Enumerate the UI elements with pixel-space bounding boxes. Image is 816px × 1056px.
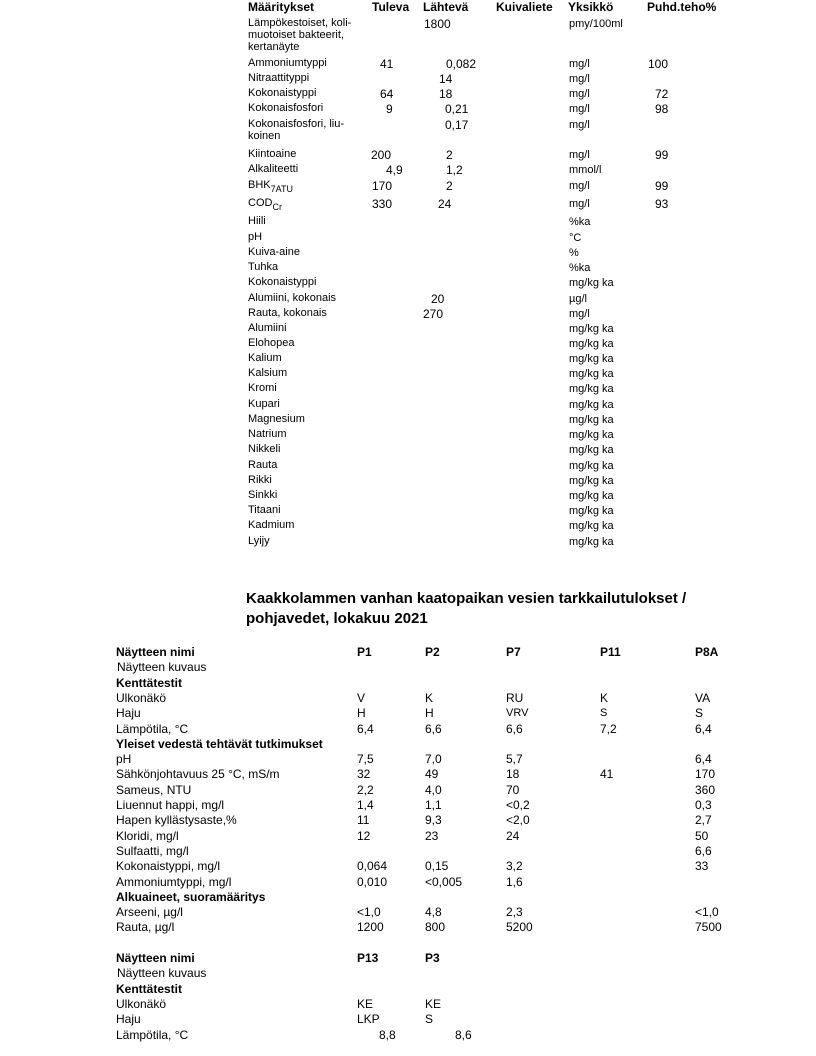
cell-value: 0,010 — [357, 874, 388, 889]
subscript: 7ATU — [270, 184, 293, 194]
cell-value: 6,4 — [357, 721, 374, 736]
row-label-line: koinen — [248, 130, 281, 142]
row-label-line: Kokonaisfosfori — [248, 102, 324, 114]
unit: mg/l — [569, 73, 590, 85]
outgoing-value: 0,17 — [445, 118, 469, 132]
row-label-line: kertanäyte — [248, 41, 300, 53]
row-label — [248, 87, 317, 99]
row-label: Sulfaatti, mg/l — [116, 843, 189, 858]
row-label: Ulkonäkö — [116, 690, 167, 705]
unit: mg/kg ka — [569, 353, 614, 365]
row-label-line: Hiili — [248, 215, 266, 227]
outgoing-value: 18 — [439, 87, 453, 101]
cell-value: P2 — [425, 645, 440, 659]
row-label: Arseeni, µg/l — [116, 905, 183, 920]
row-label — [248, 261, 278, 273]
cell-value: 8,6 — [455, 1027, 472, 1042]
row-label — [248, 215, 266, 227]
row-label — [248, 118, 344, 142]
row-label-line: Ammoniumtyppi — [248, 57, 327, 69]
incoming-value: 200 — [371, 148, 392, 162]
row-label — [248, 276, 317, 288]
row-label-line: Magnesium — [248, 413, 305, 425]
row-label — [248, 398, 280, 410]
cell-value: 7500 — [695, 920, 722, 935]
row-label — [248, 519, 294, 531]
outgoing-value: 1800 — [424, 17, 451, 31]
row-label: Ammoniumtyppi, mg/l — [116, 874, 232, 889]
row-label-line: Alkaliteetti — [248, 163, 299, 175]
row-label-line: Tuhka — [248, 261, 279, 273]
row-label — [248, 72, 309, 84]
cell-value: 8,8 — [379, 1027, 396, 1042]
cell-value: 2,7 — [695, 813, 712, 828]
unit: mg/l — [569, 180, 590, 192]
row-label — [248, 459, 277, 471]
row-label-line: BHK — [248, 179, 271, 191]
unit: pmy/100ml — [569, 18, 623, 30]
efficiency-value: 98 — [655, 102, 669, 116]
row-label-line: Rikki — [248, 474, 272, 486]
unit: mmol/l — [569, 164, 602, 176]
unit: mg/kg ka — [569, 383, 614, 395]
outgoing-value: 1,2 — [446, 163, 463, 177]
unit: mg/kg ka — [569, 460, 614, 472]
header-2: Lähtevä — [423, 0, 469, 14]
row-label: Näytteen nimi — [116, 951, 195, 965]
cell-value: 6,4 — [695, 752, 712, 767]
cell-value: S — [600, 707, 608, 720]
unit: mg/kg ka — [569, 338, 614, 350]
cell-value: P11 — [600, 645, 621, 659]
row-label: Kloridi, mg/l — [116, 828, 179, 843]
row-label — [248, 179, 293, 194]
cell-value: 5,7 — [506, 752, 523, 767]
cell-value: S — [695, 706, 704, 721]
row-label-line: Sinkki — [248, 489, 278, 501]
outgoing-value: 20 — [431, 292, 445, 306]
row-label-line: Alumiini, kokonais — [248, 292, 337, 304]
unit: mg/kg ka — [569, 277, 614, 289]
header-0: Määritykset — [248, 0, 315, 14]
row-label — [248, 292, 336, 304]
unit: mg/kg ka — [569, 444, 614, 456]
cell-value: <1,0 — [357, 905, 381, 920]
row-label — [248, 197, 282, 212]
row-label-line: Kromi — [248, 382, 277, 394]
cell-value: 7,2 — [600, 721, 617, 736]
cell-value: VRV — [506, 707, 529, 720]
incoming-value: 4,9 — [386, 163, 403, 177]
row-label: Liuennut happi, mg/l — [116, 798, 225, 812]
cell-value: VA — [695, 690, 711, 705]
cell-value: S — [425, 1012, 434, 1027]
row-label: Haju — [116, 1012, 141, 1027]
cell-value: LKP — [357, 1012, 380, 1027]
unit: mg/kg ka — [569, 368, 614, 380]
cell-value: 41 — [600, 767, 614, 782]
row-label: Sameus, NTU — [116, 782, 192, 797]
unit: mg/l — [569, 103, 590, 115]
unit: mg/kg ka — [569, 536, 614, 548]
row-label-line: Kokonaisfosfori, liu- — [248, 118, 344, 130]
row-label-line: Kiintoaine — [248, 148, 297, 160]
row-label — [248, 367, 287, 379]
section-title-line-2: pohjavedet, lokakuu 2021 — [246, 610, 428, 627]
unit: mg/kg ka — [569, 505, 614, 517]
row-label: Lämpötila, °C — [116, 1027, 189, 1042]
row-label-line: Rauta — [248, 459, 278, 471]
cell-value: 7,5 — [357, 752, 374, 767]
outgoing-value: 24 — [438, 197, 452, 211]
row-label — [248, 17, 351, 53]
section-title-line-1: Kaakkolammen vanhan kaatopaikan vesien tarkkailutulokset / — [246, 590, 687, 607]
row-label — [248, 231, 262, 243]
header-5: Puhd.teho% — [647, 0, 717, 14]
cell-value: 0,064 — [357, 859, 388, 874]
unit: mg/l — [569, 58, 590, 70]
cell-value: 2,3 — [506, 905, 523, 920]
incoming-value: 41 — [380, 57, 394, 71]
row-label — [248, 382, 277, 394]
row-label-line: Kalium — [248, 352, 282, 364]
cell-value: P7 — [506, 645, 521, 659]
cell-value: P3 — [425, 951, 440, 965]
cell-value: H — [357, 706, 366, 721]
cell-value: P1 — [357, 645, 372, 659]
row-label: pH — [116, 752, 132, 767]
row-label — [248, 443, 280, 455]
row-label: Sähkönjohtavuus 25 °C, mS/m — [116, 767, 280, 782]
cell-value: P8A — [695, 645, 719, 659]
row-label-line: Nitraattityppi — [248, 72, 310, 84]
row-label — [248, 337, 295, 349]
cell-value: 70 — [506, 782, 520, 797]
row-label — [248, 489, 277, 501]
incoming-value: 330 — [372, 197, 393, 211]
cell-value: 1200 — [357, 920, 384, 935]
cell-value: 9,3 — [425, 813, 442, 828]
row-label-line: pH — [248, 231, 263, 243]
incoming-value: 64 — [380, 87, 394, 101]
efficiency-value: 100 — [648, 57, 669, 71]
efficiency-value: 99 — [655, 148, 669, 162]
row-label-line: Kokonaistyppi — [248, 87, 317, 99]
row-label-line: Kokonaistyppi — [248, 276, 317, 288]
cell-value: 18 — [506, 767, 520, 782]
outgoing-value: 2 — [446, 148, 453, 162]
cell-value: 6,6 — [695, 843, 712, 858]
row-label — [248, 148, 296, 160]
unit: mg/kg ka — [569, 399, 614, 411]
cell-value: 32 — [357, 767, 371, 782]
row-label: Näytteen kuvaus — [117, 966, 207, 981]
cell-value: KE — [425, 996, 442, 1011]
incoming-value: 170 — [372, 179, 393, 193]
cell-value: 49 — [425, 767, 439, 782]
cell-value: <1,0 — [695, 905, 719, 920]
row-label-line: Kalsium — [248, 367, 288, 379]
efficiency-value: 93 — [655, 197, 669, 211]
section-title — [246, 589, 766, 629]
unit: µg/l — [569, 293, 587, 305]
cell-value: V — [357, 690, 366, 705]
row-label: Alkuaineet, suoramääritys — [116, 889, 266, 904]
unit: mg/l — [569, 308, 590, 320]
row-label — [248, 504, 281, 516]
unit: % — [569, 247, 579, 259]
row-label: Yleiset vedestä tehtävät tutkimukset — [116, 736, 323, 751]
row-label: Näytteen nimi — [116, 645, 195, 659]
cell-value: K — [600, 690, 609, 705]
row-label: Näytteen kuvaus — [117, 660, 207, 675]
unit: mg/l — [569, 149, 590, 161]
cell-value: 3,2 — [506, 859, 523, 874]
row-label-line: Nikkeli — [248, 443, 281, 455]
row-label — [248, 535, 270, 547]
header-4: Yksikkö — [568, 0, 614, 14]
unit: mg/l — [569, 88, 590, 100]
cell-value: P13 — [357, 951, 379, 965]
unit: mg/kg ka — [569, 475, 614, 487]
cell-value: 6,4 — [695, 721, 712, 736]
cell-value: 800 — [425, 920, 446, 935]
row-label: Kenttätestit — [116, 981, 183, 996]
unit: mg/l — [569, 198, 590, 210]
outgoing-value: 2 — [446, 179, 453, 193]
unit: %ka — [569, 216, 591, 228]
row-label-line: Kuiva-aine — [248, 246, 300, 258]
row-label — [248, 322, 287, 334]
row-label: Hapen kyllästysaste,% — [116, 813, 237, 828]
cell-value: 0,15 — [425, 859, 449, 874]
cell-value: H — [425, 706, 434, 721]
row-label-line: Kadmium — [248, 519, 295, 531]
row-label — [248, 57, 327, 69]
efficiency-value: 72 — [655, 87, 669, 101]
outgoing-value: 14 — [439, 72, 453, 86]
cell-value: 50 — [695, 828, 709, 843]
row-label: Haju — [116, 706, 141, 721]
unit: mg/kg ka — [569, 429, 614, 441]
row-label: Lämpötila, °C — [116, 721, 189, 736]
row-label: Rauta, µg/l — [116, 920, 175, 935]
row-label — [248, 428, 287, 440]
efficiency-value: 99 — [655, 179, 669, 193]
cell-value: 360 — [695, 782, 716, 797]
unit: %ka — [569, 262, 591, 274]
row-label — [248, 474, 272, 486]
cell-value: KE — [357, 996, 374, 1011]
cell-value: 2,2 — [357, 782, 374, 797]
cell-value: 33 — [695, 859, 709, 874]
cell-value: 0,3 — [695, 798, 712, 812]
row-label — [248, 307, 327, 319]
cell-value: <0,005 — [425, 874, 463, 889]
row-label: Ulkonäkö — [116, 996, 167, 1011]
row-label-line: Kupari — [248, 398, 280, 410]
row-label-line: Elohopea — [248, 337, 295, 349]
unit: °C — [569, 232, 582, 244]
row-label — [248, 413, 305, 425]
row-label-line: Rauta, kokonais — [248, 307, 327, 319]
unit: mg/kg ka — [569, 520, 614, 532]
row-label-line: muotoiset bakteerit, — [248, 29, 344, 41]
cell-value: 6,6 — [506, 721, 523, 736]
row-label — [248, 102, 323, 114]
row-label-line: Natrium — [248, 428, 287, 440]
cell-value: <2,0 — [506, 813, 530, 828]
cell-value: K — [425, 690, 434, 705]
row-label — [248, 163, 298, 175]
cell-value: 12 — [357, 828, 371, 843]
row-label: Kenttätestit — [116, 675, 183, 690]
cell-value: 1,1 — [425, 798, 442, 812]
row-label-line: COD — [248, 197, 273, 209]
row-label — [248, 246, 300, 258]
row-label-line: Lyijy — [248, 535, 270, 547]
cell-value: 7,0 — [425, 752, 442, 767]
incoming-value: 9 — [386, 102, 393, 116]
row-label-line: Titaani — [248, 504, 281, 516]
header-1: Tuleva — [372, 0, 410, 14]
subscript: Cr — [272, 202, 282, 212]
cell-value: 5200 — [506, 920, 533, 935]
cell-value: 4,0 — [425, 782, 442, 797]
cell-value: RU — [506, 690, 524, 705]
cell-value: 1,4 — [357, 798, 374, 812]
cell-value: 4,8 — [425, 905, 442, 920]
unit: mg/kg ka — [569, 490, 614, 502]
cell-value: 11 — [357, 813, 370, 828]
unit: mg/kg ka — [569, 414, 614, 426]
cell-value: 170 — [695, 767, 716, 782]
unit: mg/l — [569, 119, 590, 131]
row-label: Kokonaistyppi, mg/l — [116, 859, 221, 874]
header-3: Kuivaliete — [496, 0, 553, 14]
outgoing-value: 0,21 — [445, 102, 469, 116]
cell-value: <0,2 — [506, 798, 530, 812]
cell-value: 23 — [425, 828, 439, 843]
row-label — [248, 352, 282, 364]
cell-value: 1,6 — [506, 874, 523, 889]
cell-value: 24 — [506, 828, 520, 843]
row-label-line: Alumiini — [248, 322, 287, 334]
outgoing-value: 270 — [423, 307, 444, 321]
outgoing-value: 0,082 — [446, 57, 477, 71]
row-label-line: Lämpökestoiset, koli- — [248, 17, 352, 29]
cell-value: 6,6 — [425, 721, 442, 736]
unit: mg/kg ka — [569, 323, 614, 335]
